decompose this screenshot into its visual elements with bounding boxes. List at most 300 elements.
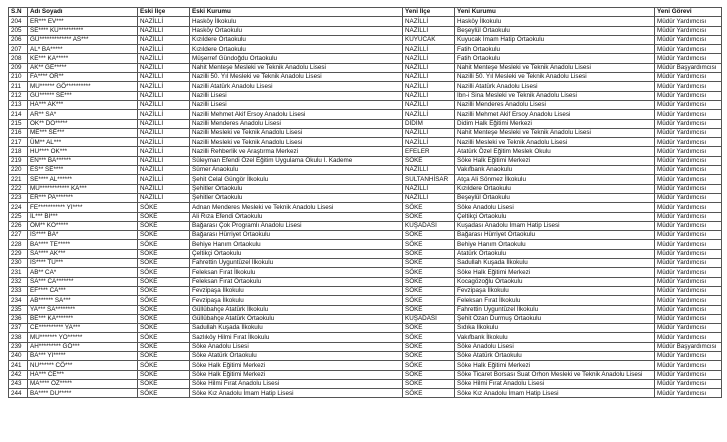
- cell-old-district: NAZİLLİ: [138, 138, 190, 147]
- cell-new-institution: Beşeylül Ortaokulu: [455, 26, 655, 35]
- table-row: [9, 259, 722, 268]
- cell-sn: 224: [9, 203, 28, 212]
- table-row: [9, 203, 722, 212]
- cell-old-district: NAZİLLİ: [138, 128, 190, 137]
- table-row: [9, 26, 722, 35]
- cell-old-district: NAZİLLİ: [138, 17, 190, 26]
- cell-old-district: SÖKE: [138, 351, 190, 360]
- cell-old-institution: Nazilli Menderes Anadolu Lisesi: [190, 119, 403, 128]
- cell-sn: 210: [9, 73, 28, 82]
- table-row: [9, 35, 722, 44]
- cell-sn: 218: [9, 147, 28, 156]
- cell-old-district: SÖKE: [138, 221, 190, 230]
- cell-old-district: SÖKE: [138, 324, 190, 333]
- cell-new-position: Müdür Yardımcısı: [655, 91, 722, 100]
- cell-old-district: SÖKE: [138, 203, 190, 212]
- cell-new-district: SÖKE: [403, 305, 455, 314]
- cell-old-district: NAZİLLİ: [138, 147, 190, 156]
- cell-name: AR** SA*: [28, 110, 138, 119]
- cell-old-district: NAZİLLİ: [138, 54, 190, 63]
- cell-new-position: Müdür Yardımcısı: [655, 249, 722, 258]
- cell-name: ÖM** KO*****: [28, 221, 138, 230]
- cell-new-district: SÖKE: [403, 333, 455, 342]
- cell-sn: 244: [9, 389, 28, 398]
- cell-old-institution: Adnan Menderes Mesleki ve Teknik Anadolu Lisesi: [190, 203, 403, 212]
- table-row: [9, 361, 722, 370]
- cell-old-institution: Bağarası Çok Programlı Anadolu Lisesi: [190, 221, 403, 230]
- cell-sn: 243: [9, 379, 28, 388]
- cell-new-position: Müdür Yardımcısı: [655, 221, 722, 230]
- cell-old-district: SÖKE: [138, 379, 190, 388]
- cell-old-institution: Söke Atatürk Ortaokulu: [190, 351, 403, 360]
- cell-new-institution: Nazilli 50. Yıl Mesleki ve Teknik Anadolu Lisesi: [455, 73, 655, 82]
- cell-new-position: Müdür Yardımcısı: [655, 324, 722, 333]
- cell-old-district: NAZİLLİ: [138, 63, 190, 72]
- cell-new-position: Müdür Yardımcısı: [655, 231, 722, 240]
- cell-new-district: NAZİLLİ: [403, 54, 455, 63]
- cell-name: FA**** OR**: [28, 73, 138, 82]
- cell-new-position: Müdür Başyardımcısı: [655, 63, 722, 72]
- cell-old-district: NAZİLLİ: [138, 110, 190, 119]
- cell-new-position: Müdür Yardımcısı: [655, 277, 722, 286]
- cell-old-institution: Bağarası Hürriyet Ortaokulu: [190, 231, 403, 240]
- cell-old-district: NAZİLLİ: [138, 45, 190, 54]
- cell-name: MU************ KA***: [28, 184, 138, 193]
- table-row: [9, 379, 722, 388]
- cell-new-institution: Behiye Hanım Ortaokulu: [455, 240, 655, 249]
- cell-sn: 241: [9, 361, 28, 370]
- cell-sn: 211: [9, 82, 28, 91]
- cell-new-position: Müdür Yardımcısı: [655, 147, 722, 156]
- table-row: [9, 268, 722, 277]
- cell-new-district: NAZİLLİ: [403, 138, 455, 147]
- header-name: Adı Soyadı: [28, 8, 138, 17]
- cell-sn: 221: [9, 175, 28, 184]
- table-row: [9, 156, 722, 165]
- cell-name: EF**** CA***: [28, 286, 138, 295]
- table-row: [9, 110, 722, 119]
- cell-new-position: Müdür Yardımcısı: [655, 259, 722, 268]
- cell-sn: 242: [9, 370, 28, 379]
- cell-name: MU******* YO******: [28, 333, 138, 342]
- cell-new-position: Müdür Yardımcısı: [655, 128, 722, 137]
- cell-old-institution: Nazilli Lisesi: [190, 91, 403, 100]
- cell-sn: 228: [9, 240, 28, 249]
- cell-new-position: Müdür Yardımcısı: [655, 82, 722, 91]
- cell-new-position: Müdür Yardımcısı: [655, 296, 722, 305]
- cell-new-district: SULTANHİSAR: [403, 175, 455, 184]
- header-new-position: Yeni Görevi: [655, 8, 722, 17]
- table-row: [9, 231, 722, 240]
- cell-old-district: NAZİLLİ: [138, 184, 190, 193]
- cell-name: ER*** EV***: [28, 17, 138, 26]
- cell-new-institution: Bağarası Hürriyet Ortaokulu: [455, 231, 655, 240]
- cell-new-district: SÖKE: [403, 286, 455, 295]
- cell-old-institution: Güllübahçe Atatürk İlkokulu: [190, 305, 403, 314]
- cell-name: OK** DO*****: [28, 119, 138, 128]
- cell-new-position: Müdür Yardımcısı: [655, 305, 722, 314]
- cell-old-district: SÖKE: [138, 212, 190, 221]
- cell-new-institution: Kızıldere Ortaokulu: [455, 184, 655, 193]
- cell-new-institution: Didim Halk Eğitimi Merkezi: [455, 119, 655, 128]
- cell-new-position: Müdür Yardımcısı: [655, 184, 722, 193]
- cell-new-district: SÖKE: [403, 342, 455, 351]
- table-row: [9, 17, 722, 26]
- cell-new-position: Müdür Yardımcısı: [655, 240, 722, 249]
- table-row: [9, 63, 722, 72]
- cell-name: EN*** BA******: [28, 156, 138, 165]
- cell-sn: 209: [9, 63, 28, 72]
- cell-sn: 231: [9, 268, 28, 277]
- cell-new-position: Müdür Yardımcısı: [655, 286, 722, 295]
- cell-name: GÜ************* AS***: [28, 35, 138, 44]
- table-row: [9, 305, 722, 314]
- cell-new-position: Müdür Yardımcısı: [655, 361, 722, 370]
- cell-old-institution: Fevzipaşa İlkokulu: [190, 296, 403, 305]
- cell-new-institution: Nazilli Atatürk Anadolu Lisesi: [455, 82, 655, 91]
- cell-new-institution: Atatürk Ortaokulu: [455, 249, 655, 258]
- cell-new-position: Müdür Yardımcısı: [655, 45, 722, 54]
- cell-new-position: Müdür Yardımcısı: [655, 54, 722, 63]
- cell-new-district: NAZİLLİ: [403, 110, 455, 119]
- cell-new-institution: Beşeylül Ortaokulu: [455, 193, 655, 202]
- table-row: [9, 147, 722, 156]
- cell-new-position: Müdür Yardımcısı: [655, 175, 722, 184]
- cell-name: SE**** KU**********: [28, 26, 138, 35]
- cell-new-district: NAZİLLİ: [403, 193, 455, 202]
- cell-old-district: NAZİLLİ: [138, 26, 190, 35]
- cell-old-district: NAZİLLİ: [138, 156, 190, 165]
- cell-sn: 219: [9, 156, 28, 165]
- cell-new-institution: Atatürk Özel Eğitim Meslek Okulu: [455, 147, 655, 156]
- cell-sn: 204: [9, 17, 28, 26]
- cell-new-position: Müdür Yardımcısı: [655, 156, 722, 165]
- cell-new-position: Müdür Yardımcısı: [655, 100, 722, 109]
- cell-new-position: Müdür Yardımcısı: [655, 35, 722, 44]
- cell-new-district: SÖKE: [403, 240, 455, 249]
- cell-new-institution: Nahit Menteşe Mesleki ve Teknik Anadolu Lisesi: [455, 63, 655, 72]
- cell-new-position: Müdür Yardımcısı: [655, 351, 722, 360]
- cell-new-district: NAZİLLİ: [403, 73, 455, 82]
- cell-sn: 215: [9, 119, 28, 128]
- cell-old-district: SÖKE: [138, 370, 190, 379]
- cell-new-district: SÖKE: [403, 324, 455, 333]
- cell-old-institution: Nahit Menteşe Mesleki ve Teknik Anadolu Lisesi: [190, 63, 403, 72]
- cell-new-institution: Fevzipaşa İlkokulu: [455, 286, 655, 295]
- cell-name: NU****** CÖ***: [28, 361, 138, 370]
- cell-old-institution: Şehitler Ortaokulu: [190, 193, 403, 202]
- cell-new-institution: Söke Hilmi Fırat Anadolu Lisesi: [455, 379, 655, 388]
- cell-old-district: SÖKE: [138, 286, 190, 295]
- table-row: [9, 175, 722, 184]
- cell-new-district: NAZİLLİ: [403, 100, 455, 109]
- cell-new-institution: Söke Anadolu Lisesi: [455, 203, 655, 212]
- cell-name: BA**** DU*****: [28, 389, 138, 398]
- cell-old-institution: Güllübahçe Atatürk Ortaokulu: [190, 314, 403, 323]
- cell-old-institution: Söke Halk Eğitimi Merkezi: [190, 361, 403, 370]
- cell-sn: 214: [9, 110, 28, 119]
- cell-new-district: SÖKE: [403, 370, 455, 379]
- cell-old-institution: Fevzipaşa İlkokulu: [190, 286, 403, 295]
- cell-new-district: SÖKE: [403, 361, 455, 370]
- table-row: [9, 333, 722, 342]
- cell-old-district: NAZİLLİ: [138, 193, 190, 202]
- cell-new-institution: Fatih Ortaokulu: [455, 54, 655, 63]
- cell-old-institution: Söke Halk Eğitimi Merkezi: [190, 370, 403, 379]
- cell-new-position: Müdür Yardımcısı: [655, 203, 722, 212]
- cell-old-institution: Söke Hilmi Fırat Anadolu Lisesi: [190, 379, 403, 388]
- table-row: [9, 324, 722, 333]
- cell-name: ES** SE****: [28, 166, 138, 175]
- cell-old-district: SÖKE: [138, 231, 190, 240]
- cell-new-institution: Feleksan Fırat İlkokulu: [455, 296, 655, 305]
- header-new-institution: Yeni Kurumu: [455, 8, 655, 17]
- cell-old-institution: Çeltikçi Ortaokulu: [190, 249, 403, 258]
- cell-name: AH********* GÖ***: [28, 342, 138, 351]
- cell-new-institution: Kuyucak İmam Hatip Ortaokulu: [455, 35, 655, 44]
- cell-new-district: NAZİLLİ: [403, 166, 455, 175]
- cell-old-institution: Ali Rıza Efendi Ortaokulu: [190, 212, 403, 221]
- cell-new-institution: Sadullah Kuşada İlkokulu: [455, 259, 655, 268]
- cell-old-district: NAZİLLİ: [138, 35, 190, 44]
- cell-new-institution: Söke Halk Eğitimi Merkezi: [455, 361, 655, 370]
- cell-sn: 232: [9, 277, 28, 286]
- cell-old-institution: Kızıldere Ortaokulu: [190, 35, 403, 44]
- cell-old-district: SÖKE: [138, 305, 190, 314]
- cell-name: CE********** YA***: [28, 324, 138, 333]
- table-row: [9, 389, 722, 398]
- cell-name: HU**** OK***: [28, 147, 138, 156]
- cell-name: İS**** TU***: [28, 259, 138, 268]
- table-row: [9, 82, 722, 91]
- cell-new-position: Müdür Yardımcısı: [655, 370, 722, 379]
- cell-name: SE**** AL******: [28, 175, 138, 184]
- cell-new-district: SÖKE: [403, 389, 455, 398]
- cell-new-district: NAZİLLİ: [403, 82, 455, 91]
- table-row: [9, 286, 722, 295]
- table-row: [9, 45, 722, 54]
- cell-new-institution: İbn-i Sina Mesleki ve Teknik Anadolu Lisesi: [455, 91, 655, 100]
- cell-new-institution: Sıdıka İlkokulu: [455, 324, 655, 333]
- table-header-row: [9, 8, 722, 17]
- cell-sn: 237: [9, 324, 28, 333]
- table-row: [9, 128, 722, 137]
- cell-name: MA**** ÖZ*****: [28, 379, 138, 388]
- cell-new-district: KUYUCAK: [403, 35, 455, 44]
- cell-old-district: SÖKE: [138, 240, 190, 249]
- table-row: [9, 91, 722, 100]
- cell-sn: 230: [9, 259, 28, 268]
- table-row: [9, 73, 722, 82]
- cell-new-district: SÖKE: [403, 351, 455, 360]
- cell-old-district: SÖKE: [138, 342, 190, 351]
- cell-old-district: SÖKE: [138, 268, 190, 277]
- cell-old-district: NAZİLLİ: [138, 100, 190, 109]
- cell-new-district: SÖKE: [403, 277, 455, 286]
- cell-name: MU****** GÖ**********: [28, 82, 138, 91]
- cell-new-institution: Nahit Menteşe Mesleki ve Teknik Anadolu Lisesi: [455, 128, 655, 137]
- cell-sn: 217: [9, 138, 28, 147]
- table-row: [9, 221, 722, 230]
- table-row: [9, 166, 722, 175]
- cell-sn: 213: [9, 100, 28, 109]
- cell-new-district: DİDİM: [403, 119, 455, 128]
- cell-new-position: Müdür Yardımcısı: [655, 379, 722, 388]
- cell-new-district: NAZİLLİ: [403, 45, 455, 54]
- cell-sn: 205: [9, 26, 28, 35]
- cell-old-institution: Nazilli Mehmet Akif Ersoy Anadolu Lisesi: [190, 110, 403, 119]
- cell-sn: 239: [9, 342, 28, 351]
- cell-name: İS**** BA*: [28, 231, 138, 240]
- cell-old-district: SÖKE: [138, 389, 190, 398]
- cell-new-institution: Atça Ali Sönmez İlkokulu: [455, 175, 655, 184]
- cell-new-district: SÖKE: [403, 156, 455, 165]
- cell-name: AB****** SA***: [28, 296, 138, 305]
- cell-new-institution: Şehit Ozan Durmuş Ortaokulu: [455, 314, 655, 323]
- cell-name: SA*** CA*******: [28, 277, 138, 286]
- cell-sn: 236: [9, 314, 28, 323]
- cell-sn: 216: [9, 128, 28, 137]
- document-page: [8, 7, 721, 398]
- header-old-district: Eski İlçe: [138, 8, 190, 17]
- cell-name: ME*** SE***: [28, 128, 138, 137]
- cell-new-district: NAZİLLİ: [403, 91, 455, 100]
- cell-old-institution: Behiye Hanım Ortaokulu: [190, 240, 403, 249]
- cell-old-institution: Sazlıköy Hilmi Fırat İlkokulu: [190, 333, 403, 342]
- cell-new-position: Müdür Yardımcısı: [655, 138, 722, 147]
- table-row: [9, 54, 722, 63]
- cell-old-institution: Söke Kız Anadolu İmam Hatip Lisesi: [190, 389, 403, 398]
- cell-new-district: KUŞADASI: [403, 221, 455, 230]
- cell-sn: 229: [9, 249, 28, 258]
- cell-new-position: Müdür Yardımcısı: [655, 17, 722, 26]
- cell-old-institution: Sadullah Kuşada İlkokulu: [190, 324, 403, 333]
- table-row: [9, 119, 722, 128]
- cell-old-institution: Nazilli Atatürk Anadolu Lisesi: [190, 82, 403, 91]
- cell-name: ER*** PA*******: [28, 193, 138, 202]
- cell-old-district: SÖKE: [138, 249, 190, 258]
- cell-new-position: Müdür Yardımcısı: [655, 26, 722, 35]
- cell-sn: 234: [9, 296, 28, 305]
- table-row: [9, 249, 722, 258]
- cell-new-position: Müdür Yardımcısı: [655, 268, 722, 277]
- header-sn: S.N: [9, 8, 28, 17]
- cell-old-institution: Hasköy İlkokulu: [190, 17, 403, 26]
- cell-sn: 226: [9, 221, 28, 230]
- table-row: [9, 240, 722, 249]
- cell-old-institution: Şehitler Ortaokulu: [190, 184, 403, 193]
- cell-new-district: NAZİLLİ: [403, 184, 455, 193]
- cell-new-institution: Çeltikçi Ortaokulu: [455, 212, 655, 221]
- cell-new-institution: Söke Halk Eğitimi Merkezi: [455, 268, 655, 277]
- cell-name: SA**** AK***: [28, 249, 138, 258]
- cell-old-institution: Nazilli Mesleki ve Teknik Anadolu Lisesi: [190, 128, 403, 137]
- cell-old-institution: Müşerref Gündoğdu Ortaokulu: [190, 54, 403, 63]
- cell-sn: 220: [9, 166, 28, 175]
- cell-old-district: SÖKE: [138, 277, 190, 286]
- cell-name: AK** GE*****: [28, 63, 138, 72]
- cell-name: AL* BA*****: [28, 45, 138, 54]
- cell-new-district: SÖKE: [403, 268, 455, 277]
- cell-old-district: SÖKE: [138, 361, 190, 370]
- cell-new-district: SÖKE: [403, 259, 455, 268]
- table-row: [9, 351, 722, 360]
- cell-new-district: SÖKE: [403, 212, 455, 221]
- assignment-table: [8, 7, 722, 398]
- cell-new-position: Müdür Yardımcısı: [655, 110, 722, 119]
- cell-sn: 238: [9, 333, 28, 342]
- cell-old-district: SÖKE: [138, 296, 190, 305]
- cell-old-district: NAZİLLİ: [138, 175, 190, 184]
- table-row: [9, 277, 722, 286]
- cell-old-institution: Nazilli Lisesi: [190, 100, 403, 109]
- cell-old-district: SÖKE: [138, 259, 190, 268]
- cell-old-institution: Nazilli 50. Yıl Mesleki ve Teknik Anadolu Lisesi: [190, 73, 403, 82]
- cell-old-district: NAZİLLİ: [138, 91, 190, 100]
- cell-new-position: Müdür Yardımcısı: [655, 166, 722, 175]
- cell-new-institution: Kocagözoğlu Ortaokulu: [455, 277, 655, 286]
- table-row: [9, 314, 722, 323]
- cell-new-institution: Fahrettin Uyguntüzel İlkokulu: [455, 305, 655, 314]
- cell-sn: 240: [9, 351, 28, 360]
- cell-old-institution: Nazilli Rehberlik ve Araştırma Merkezi: [190, 147, 403, 156]
- cell-old-institution: Feleksan Fırat İlkokulu: [190, 268, 403, 277]
- table-row: [9, 184, 722, 193]
- cell-new-institution: Vakıfbank Anaokulu: [455, 166, 655, 175]
- cell-sn: 223: [9, 193, 28, 202]
- cell-sn: 235: [9, 305, 28, 314]
- cell-new-district: SÖKE: [403, 296, 455, 305]
- header-new-district: Yeni İlçe: [403, 8, 455, 17]
- cell-sn: 206: [9, 35, 28, 44]
- cell-new-district: SÖKE: [403, 203, 455, 212]
- cell-new-institution: Kuşadası Anadolu İmam Hatip Lisesi: [455, 221, 655, 230]
- cell-new-institution: Söke Atatürk Ortaokulu: [455, 351, 655, 360]
- cell-name: ÜM** AL***: [28, 138, 138, 147]
- cell-old-district: NAZİLLİ: [138, 119, 190, 128]
- cell-new-position: Müdür Yardımcısı: [655, 193, 722, 202]
- cell-new-institution: Söke Anadolu Lisesi: [455, 342, 655, 351]
- cell-old-institution: Söke Anadolu Lisesi: [190, 342, 403, 351]
- cell-old-institution: Sümer Anaokulu: [190, 166, 403, 175]
- cell-new-position: Müdür Yardımcısı: [655, 314, 722, 323]
- cell-old-district: SÖKE: [138, 314, 190, 323]
- table-row: [9, 212, 722, 221]
- cell-new-institution: Söke Kız Anadolu İmam Hatip Lisesi: [455, 389, 655, 398]
- cell-name: FE*********** YI****: [28, 203, 138, 212]
- cell-old-district: NAZİLLİ: [138, 166, 190, 175]
- header-old-institution: Eski Kurumu: [190, 8, 403, 17]
- cell-old-institution: Fahrettin Uyguntüzel İlkokulu: [190, 259, 403, 268]
- cell-new-district: NAZİLLİ: [403, 63, 455, 72]
- cell-sn: 212: [9, 91, 28, 100]
- cell-new-institution: Nazilli Mehmet Akif Ersoy Anadolu Lisesi: [455, 110, 655, 119]
- cell-name: AB** CA*: [28, 268, 138, 277]
- cell-new-position: Müdür Yardımcısı: [655, 73, 722, 82]
- cell-new-position: Müdür Yardımcısı: [655, 212, 722, 221]
- table-row: [9, 370, 722, 379]
- cell-new-district: SÖKE: [403, 249, 455, 258]
- cell-old-institution: Feleksan Fırat Ortaokulu: [190, 277, 403, 286]
- cell-old-institution: Nazilli Mesleki ve Teknik Anadolu Lisesi: [190, 138, 403, 147]
- cell-name: HA*** CE***: [28, 370, 138, 379]
- table-row: [9, 193, 722, 202]
- cell-new-institution: Hasköy İlkokulu: [455, 17, 655, 26]
- cell-sn: 208: [9, 54, 28, 63]
- cell-new-position: Müdür Yardımcısı: [655, 119, 722, 128]
- cell-old-district: SÖKE: [138, 333, 190, 342]
- cell-new-institution: Söke Ticaret Borsası Suat Orhon Mesleki ve Teknik Anadolu Lisesi: [455, 370, 655, 379]
